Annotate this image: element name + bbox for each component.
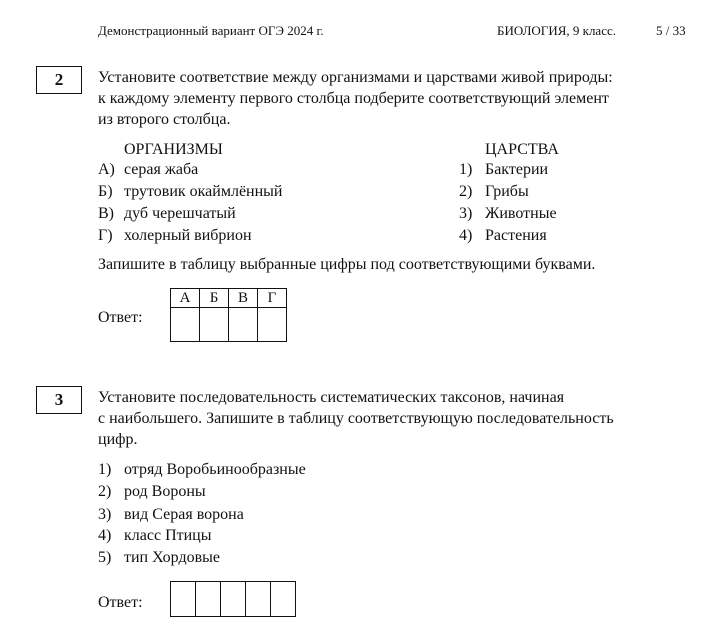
header-page-number: 5 / 33 <box>656 23 686 38</box>
kingdom-name: Бактерии <box>485 161 549 178</box>
organism-item <box>98 203 236 225</box>
answer-cell[interactable] <box>271 582 296 617</box>
task-3-line-2: с наибольшего. Запишите в таблицу соответствующую последовательность <box>98 410 614 427</box>
answer-column-header: Б <box>200 289 229 308</box>
header-exam-title: Демонстрационный вариант ОГЭ 2024 г. <box>98 23 324 38</box>
answer-cell[interactable] <box>221 582 246 617</box>
kingdom-item <box>459 225 547 247</box>
taxon-item <box>98 525 211 547</box>
task-3-line-1: Установите последовательность систематических таксонов, начиная <box>98 389 565 406</box>
kingdom-item <box>459 203 557 225</box>
answer-cell[interactable] <box>229 308 258 342</box>
taxon-item <box>98 459 306 481</box>
taxon-item <box>98 481 206 503</box>
organism-item <box>98 181 283 203</box>
task-2-line-2: к каждому элементу первого столбца подберите соответствующий элемент <box>98 90 609 107</box>
taxon-name: тип Хордовые <box>124 549 220 566</box>
task-3-answer-table <box>170 581 296 617</box>
taxon-number: 2) <box>98 483 112 500</box>
answer-column-header: В <box>229 289 258 308</box>
organism-name: трутовик окаймлённый <box>124 183 283 200</box>
taxon-item <box>98 547 220 569</box>
organism-letter: Б) <box>98 183 113 200</box>
taxon-number: 1) <box>98 461 112 478</box>
organism-letter: В) <box>98 205 114 222</box>
task-2-line-1: Установите соответствие между организмами и царствами живой природы: <box>98 69 613 86</box>
organism-name: серая жаба <box>124 161 199 178</box>
organism-letter: Г) <box>98 227 113 244</box>
kingdom-item <box>459 159 548 181</box>
answer-cell[interactable] <box>171 308 200 342</box>
organism-item <box>98 225 252 247</box>
kingdom-number: 4) <box>459 227 473 244</box>
kingdom-name: Животные <box>485 205 557 222</box>
kingdom-name: Растения <box>485 227 547 244</box>
kingdom-item <box>459 181 529 203</box>
task-2-answer-label: Ответ: <box>98 309 143 326</box>
kingdom-number: 2) <box>459 183 473 200</box>
answer-column-header: Г <box>258 289 287 308</box>
answer-cell[interactable] <box>258 308 287 342</box>
header-subject: БИОЛОГИЯ, 9 класс. <box>497 23 616 38</box>
organism-name: дуб черешчатый <box>124 205 236 222</box>
taxon-number: 4) <box>98 527 112 544</box>
taxon-name: род Вороны <box>124 483 206 500</box>
taxon-name: отряд Воробьинообразные <box>124 461 306 478</box>
task-2-line-3: из второго столбца. <box>98 111 231 128</box>
task-2-answer-table <box>170 288 287 342</box>
organisms-heading: ОРГАНИЗМЫ <box>124 141 223 158</box>
taxon-name: вид Серая ворона <box>124 506 244 523</box>
task-3-answer-label: Ответ: <box>98 594 143 611</box>
answer-cell[interactable] <box>196 582 221 617</box>
kingdom-number: 3) <box>459 205 473 222</box>
kingdom-name: Грибы <box>485 183 529 200</box>
answer-cell[interactable] <box>246 582 271 617</box>
organism-item <box>98 159 198 181</box>
task-2-number: 2 <box>36 66 82 94</box>
task-3-line-3: цифр. <box>98 431 138 448</box>
task-3-number: 3 <box>36 386 82 414</box>
taxon-number: 5) <box>98 549 112 566</box>
answer-cell[interactable] <box>171 582 196 617</box>
taxon-name: класс Птицы <box>124 527 212 544</box>
organism-name: холерный вибрион <box>124 227 252 244</box>
kingdom-number: 1) <box>459 161 473 178</box>
kingdoms-heading: ЦАРСТВА <box>485 141 559 158</box>
taxon-number: 3) <box>98 506 112 523</box>
taxon-item <box>98 504 244 526</box>
answer-cell[interactable] <box>200 308 229 342</box>
task-2-instruction: Запишите в таблицу выбранные цифры под соответствующими буквами. <box>98 256 596 273</box>
answer-column-header: А <box>171 289 200 308</box>
organism-letter: А) <box>98 161 115 178</box>
